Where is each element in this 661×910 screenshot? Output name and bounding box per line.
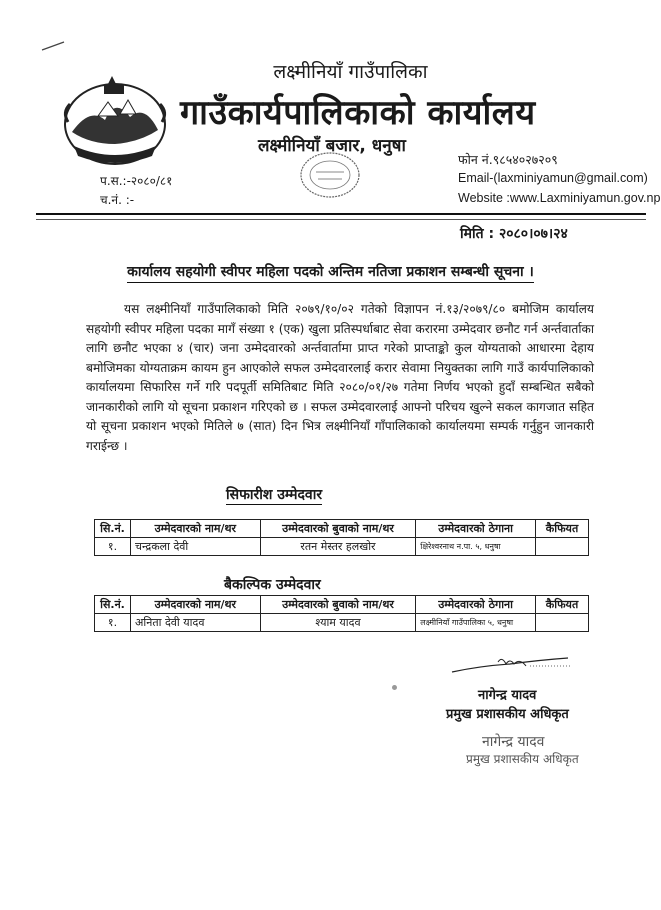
signatory-name: नागेन्द्र यादव [478,688,537,703]
col-address: उम्मेदवारको ठेगाना [416,520,536,538]
cell-name: चन्द्रकला देवी [130,538,260,556]
alternate-table [94,595,589,632]
cell-address: लक्ष्मीनियाँ गाउँपालिका ५, धनुषा [416,614,536,632]
recommended-section-title [226,484,322,504]
notice-date: मिति : २०८०।०७।२४ [460,226,568,242]
government-emblem-icon [60,72,170,168]
col-name: उम्मेदवारको नाम/थर [130,596,260,614]
table-row [95,538,589,556]
col-father-name: उम्मेदवारको बुवाको नाम/थर [260,596,416,614]
col-remarks: कैफियत [536,596,589,614]
notice-subject [0,262,661,281]
header-divider [36,213,646,215]
office-stamp-icon [298,150,362,200]
cell-father-name: रतन मेस्तर हलखोर [260,538,416,556]
office-address: लक्ष्मीनियाँ बजार, धनुषा [258,136,406,156]
email-address: Email-(laxminiyamun@gmail.com) [458,171,648,185]
name-stamp: नागेन्द्र यादव [482,734,545,750]
ink-dot [392,685,397,690]
cell-father-name: श्याम यादव [260,614,416,632]
cell-serial: १. [95,614,131,632]
notice-body: यस लक्ष्मीनियाँ गाउँपालिकाको मिति २०७९/१०/०२ गतेको विज्ञापन नं.१३/२०७९/८० बमोजिम कार्यालय सहयोगी स्वीपर महिला पदका मागँ संख्या १ (एक) खुला प्रतिस्पर्धाबाट सेवा करारमा उम्मेदवार छनौट गर्न अर्न्तवार्ताका लागि छनौट भएका ४ (चार) जना उम्मेदवारको अर्न्तवार्तामा प्राप्त गरेको प्राप्ताङ्को कुल योग्यताको आधारमा देहाय बमोजिमका योग्यताक्रम कायम हुन आएकोले सफल उम्मेदवारलाई करार सेवामा नियुक्तका लागि गाउँ कार्यपालिकाको कार्यालयमा सिफारिस गर्ने गरि पदपूर्ती समितिबाट मिति २०८०/०१/२७ गतेमा निर्णय भएको हुदाँ सम्बन्धित सबैको जानकारीको लागि यो सूचना प्रकाशन गरिएको छ । सफल उम्मेदवारलाई आफ्नो परिचय खुल्ने सकल कागजात सहित यो सूचना प्रकाशन भएको मितिले ७ (सात) दिन भित्र लक्ष्मीनियाँ गाँपालिकाको कार्यालयमा सम्पर्क गर्नुहुन जानकारी गराईन्छ । [86,302,594,453]
reference-number: प.स.:-२०८०/८१ [100,174,173,188]
table-row [95,614,589,632]
cell-remarks [536,614,589,632]
cell-serial: १. [95,538,131,556]
header-divider-thin [36,219,646,220]
cell-name: अनिता देवी यादव [130,614,260,632]
col-remarks: कैफियत [536,520,589,538]
handwritten-signature-icon [450,652,570,682]
signatory-title: प्रमुख प्रशासकीय अधिकृत [446,707,569,722]
dispatch-number: च.नं. :- [100,193,135,207]
col-address: उम्मेदवारको ठेगाना [416,596,536,614]
table-header-row [95,520,589,538]
website-url: Website :www.Laxminiyamun.gov.np [458,191,661,205]
phone-number: फोन नं.९८५४०२७२०९ [458,152,558,167]
subject-text: कार्यालय सहयोगी स्वीपर महिला पदको अन्तिम नतिजा प्रकाशन सम्बन्धी सूचना । [127,264,534,283]
title-stamp: प्रमुख प्रशासकीय अधिकृत [466,752,579,766]
pen-mark [40,40,66,52]
municipality-name: लक्ष्मीनियाँ गाउँपालिका [273,61,428,83]
cell-address: क्षिरेश्वरनाथ न.पा. ५, धनुषा [416,538,536,556]
col-name: उम्मेदवारको नाम/थर [130,520,260,538]
office-title: गाउँकार्यपालिकाको कार्यालय [180,93,536,133]
recommended-table [94,519,589,556]
cell-remarks [536,538,589,556]
col-serial: सि.नं. [95,520,131,538]
table-header-row [95,596,589,614]
recommended-title-text: सिफारीश उम्मेदवार [226,487,323,503]
col-father-name: उम्मेदवारको बुवाको नाम/थर [260,520,416,538]
alternate-section-title: बैकल्पिक उम्मेदवार [224,577,321,593]
col-serial: सि.नं. [95,596,131,614]
